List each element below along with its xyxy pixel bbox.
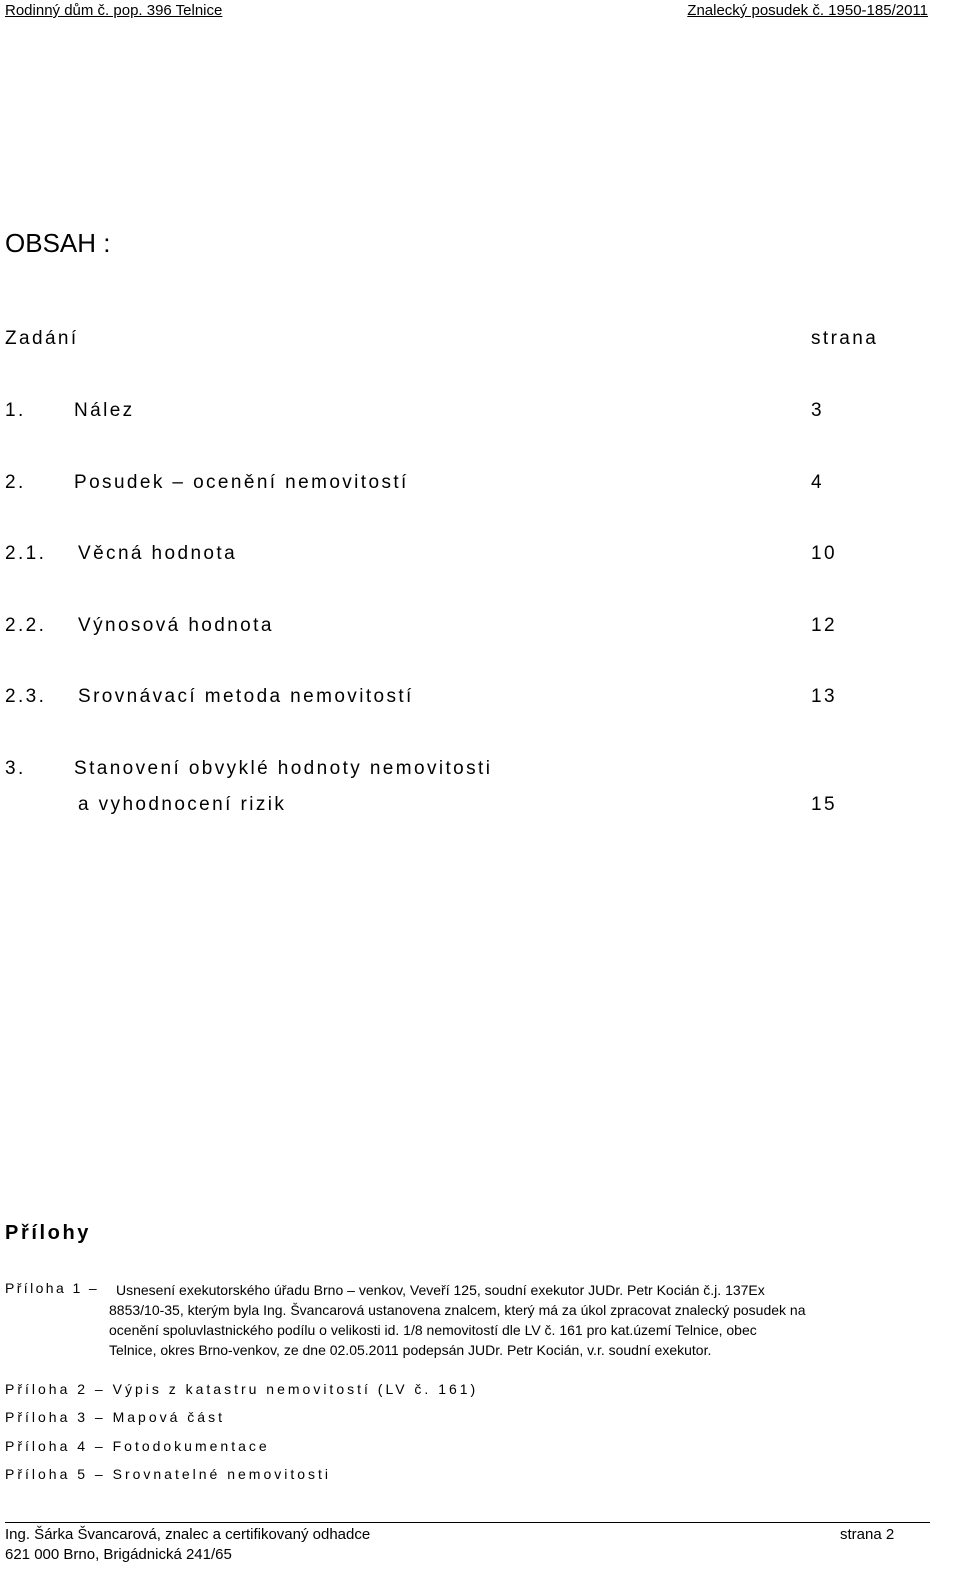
attachment-3: Příloha 3 – Mapová část [5,1409,225,1425]
toc-row-0-page: strana [811,328,879,349]
toc-row-4-page: 12 [811,615,837,636]
attachment-1-line-2: 8853/10-35, kterým byla Ing. Švancarová ustanovena znalcem, který má za úkol zpracovat znalecký posudek na [109,1302,806,1318]
toc-row-6-number: 3. [5,758,26,779]
attachment-5: Příloha 5 – Srovnatelné nemovitosti [5,1466,332,1482]
toc-row-4-number: 2.2. [5,615,47,636]
toc-row-1-title: Nález [74,400,135,421]
footer-rule [5,1522,930,1523]
toc-row-1-page: 3 [811,400,824,421]
attachment-2: Příloha 2 – Výpis z katastru nemovitostí (LV č. 161) [5,1381,479,1397]
footer-page-number: strana 2 [840,1526,895,1543]
attachment-4: Příloha 4 – Fotodokumentace [5,1438,270,1454]
footer-address: 621 000 Brno, Brigádnická 241/65 [5,1546,232,1563]
attachment-1-line-1: Usnesení exekutorského úřadu Brno – venkov, Veveří 125, soudní exekutor JUDr. Petr Kocián č.j. 137Ex [116,1282,765,1298]
header-right: Znalecký posudek č. 1950-185/2011 [687,2,928,19]
toc-row-7-title: a vyhodnocení rizik [78,794,287,815]
toc-row-1-number: 1. [5,400,26,421]
footer-author: Ing. Šárka Švancarová, znalec a certifikovaný odhadce [5,1526,371,1543]
toc-row-5-page: 13 [811,686,837,707]
toc-row-2-title: Posudek – ocenění nemovitostí [74,472,409,493]
contents-title: OBSAH : [5,228,111,258]
toc-row-4-title: Výnosová hodnota [78,615,274,636]
header-left: Rodinný dům č. pop. 396 Telnice [5,2,223,19]
toc-row-3-page: 10 [811,543,837,564]
attachment-1-description [109,1280,949,1360]
attachment-1-line-4: Telnice, okres Brno-venkov, ze dne 02.05.2011 podepsán JUDr. Petr Kocián, v.r. soudní exekutor. [109,1342,712,1358]
attachment-1-label: Příloha 1 – [5,1280,100,1296]
toc-row-5-title: Srovnávací metoda nemovitostí [78,686,414,707]
toc-row-7-page: 15 [811,794,837,815]
toc-row-2-page: 4 [811,472,824,493]
toc-row-3-title: Věcná hodnota [78,543,238,564]
attachment-1-line-3: ocenění spoluvlastnického podílu o velikosti id. 1/8 nemovitostí dle LV č. 161 pro kat.území Telnice, obec [109,1322,757,1338]
toc-row-6-title: Stanovení obvyklé hodnoty nemovitosti [74,758,493,779]
toc-row-0-number: Zadání [5,328,79,349]
toc-row-2-number: 2. [5,472,26,493]
attachments-title: Přílohy [5,1222,91,1244]
toc-row-3-number: 2.1. [5,543,47,564]
toc-row-5-number: 2.3. [5,686,47,707]
